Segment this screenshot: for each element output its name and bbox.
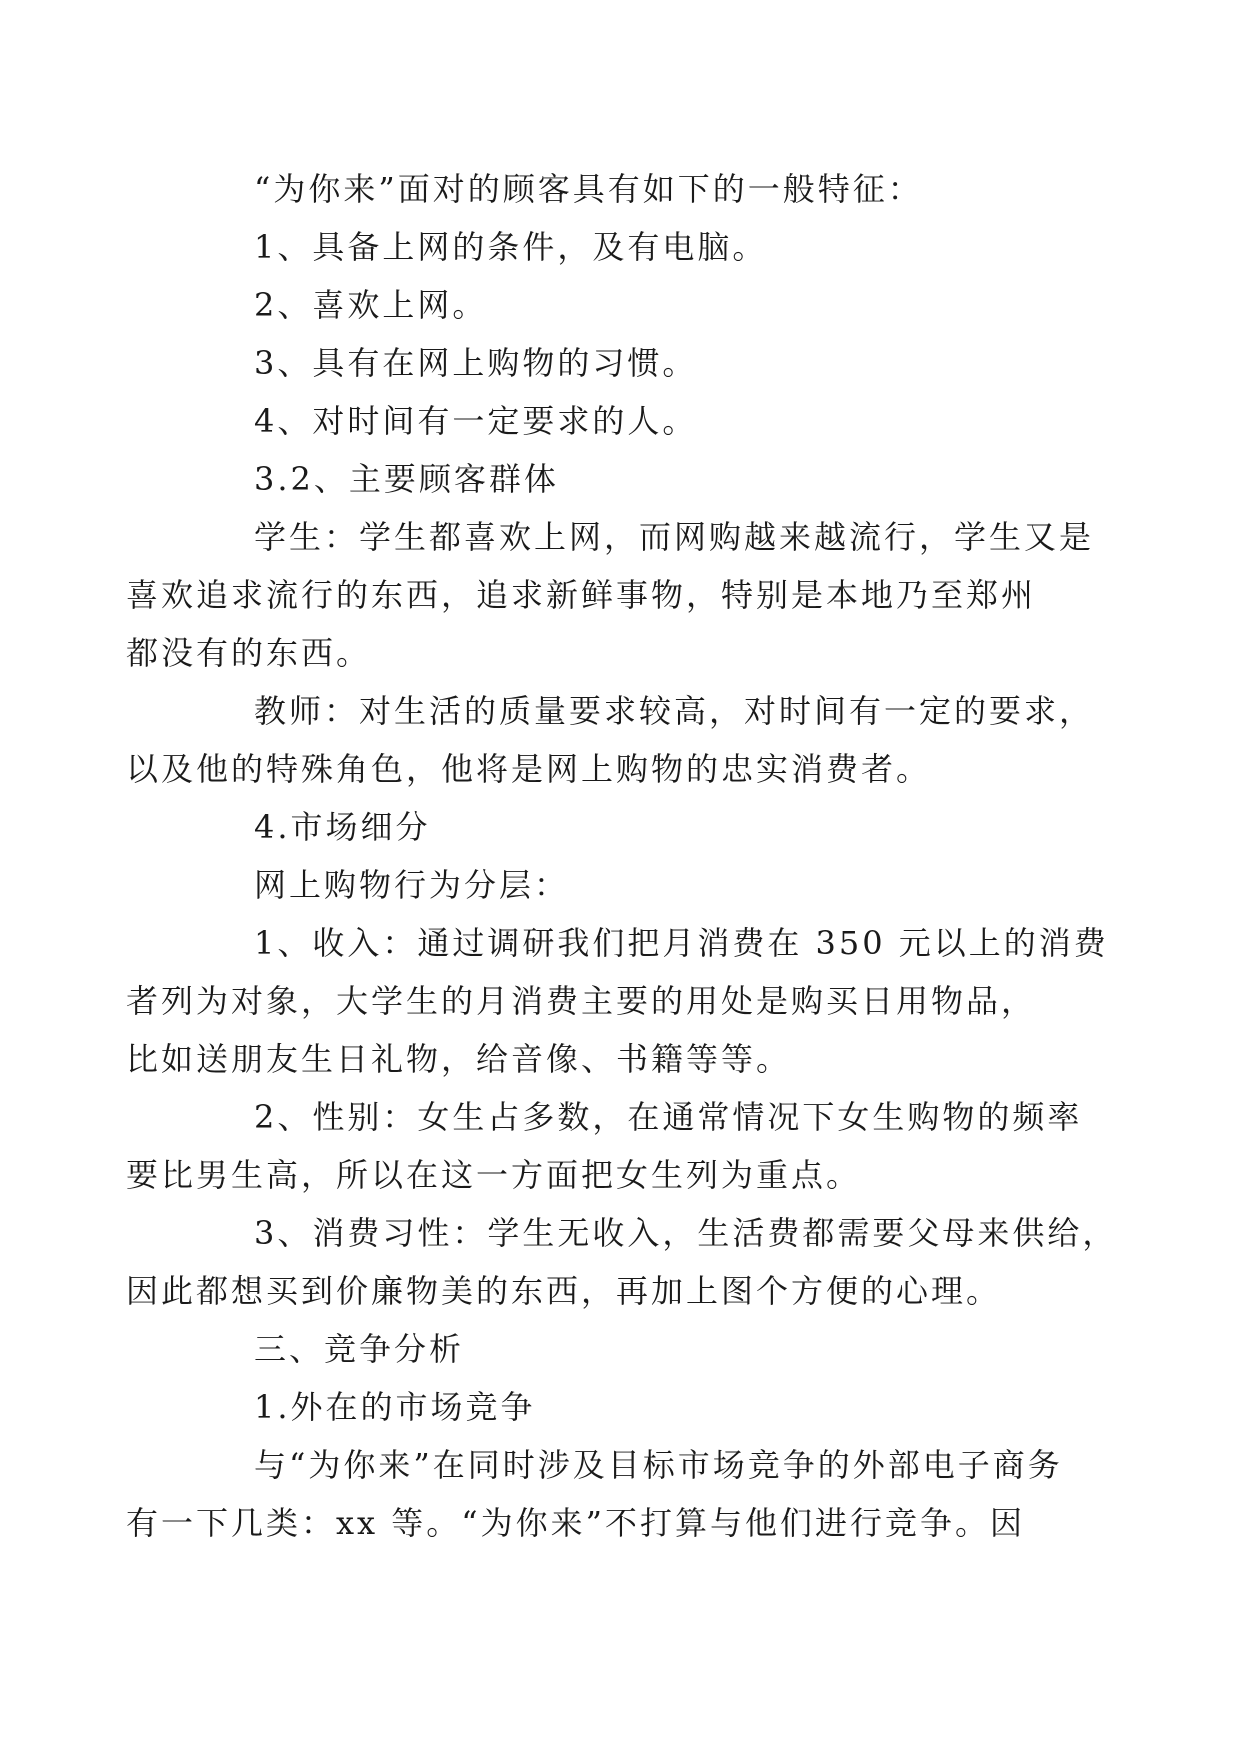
paragraph [190,392,1056,450]
text-line: 4、对时间有一定要求的人。 [254,402,698,440]
paragraph [190,798,1056,856]
text-line: 2、喜欢上网。 [254,286,488,324]
paragraph [126,1088,1083,1204]
text-line: 1、具备上网的条件，及有电脑。 [254,228,768,266]
text-line: 2、性别：女生占多数，在通常情况下女生购物的频率 [254,1098,1083,1136]
text-line: 网上购物行为分层： [254,866,570,904]
text-line: 1.外在的市场竞争 [254,1388,536,1426]
text-line: 有一下几类：xx 等。“为你来”不打算与他们进行竞争。因 [126,1504,1025,1542]
paragraph [126,914,1109,1088]
text-line: 1、收入：通过调研我们把月消费在 350 元以上的消费 [254,924,1109,962]
text-line: 与“为你来”在同时涉及目标市场竞争的外部电子商务 [254,1446,1063,1484]
paragraph [190,450,1056,508]
text-line: 喜欢追求流行的东西，追求新鲜事物，特别是本地乃至郑州 [126,576,1037,614]
paragraph [190,1320,1056,1378]
text-line: 3、具有在网上购物的习惯。 [254,344,698,382]
text-line: 3.2、主要顾客群体 [254,460,559,498]
paragraph [126,1436,1063,1552]
paragraph [126,682,1095,798]
text-line: 教师：对生活的质量要求较高，对时间有一定的要求， [254,692,1095,730]
paragraph [190,160,1056,218]
paragraph [126,508,1095,682]
text-line: 要比男生高，所以在这一方面把女生列为重点。 [126,1156,862,1194]
text-line: 都没有的东西。 [126,634,372,672]
paragraph [190,334,1056,392]
paragraph [190,276,1056,334]
paragraph [190,856,1056,914]
text-line: 比如送朋友生日礼物，给音像、书籍等等。 [126,1040,792,1078]
paragraph [190,218,1056,276]
text-line: 因此都想买到价廉物美的东西，再加上图个方便的心理。 [126,1272,1002,1310]
text-line: 三、竞争分析 [254,1330,465,1368]
paragraph [190,1378,1056,1436]
paragraph [126,1204,1118,1320]
text-line: 者列为对象，大学生的月消费主要的用处是购买日用物品， [126,982,1037,1020]
text-line: “为你来”面对的顾客具有如下的一般特征： [254,170,923,208]
text-line: 3、消费习性：学生无收入，生活费都需要父母来供给， [254,1214,1118,1252]
text-line: 学生：学生都喜欢上网，而网购越来越流行，学生又是 [254,518,1095,556]
text-line: 以及他的特殊角色，他将是网上购物的忠实消费者。 [126,750,932,788]
document-body [126,160,1118,1552]
text-line: 4.市场细分 [254,808,431,846]
